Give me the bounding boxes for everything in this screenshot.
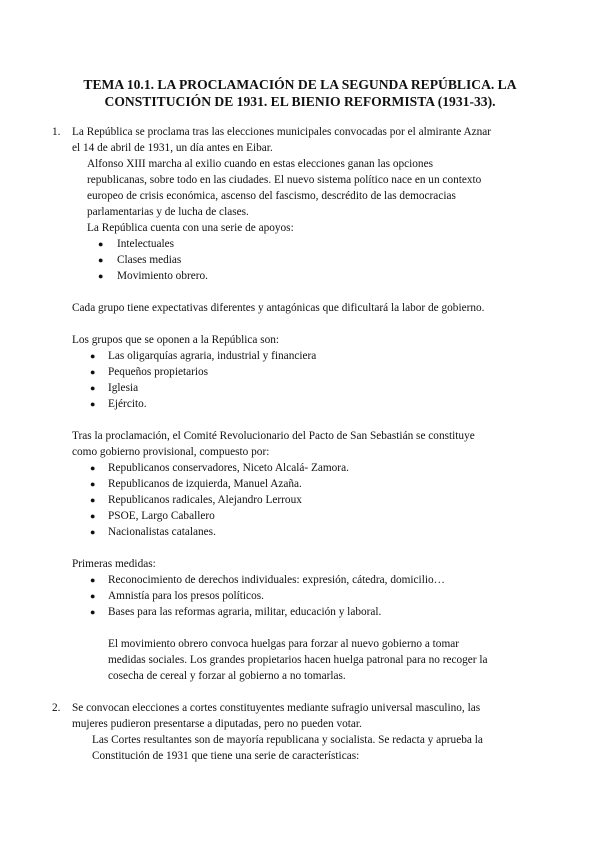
government-item: Republicanos radicales, Alejandro Lerroux: [108, 494, 302, 506]
government-item: PSOE, Largo Caballero: [108, 510, 215, 522]
measure-item: Amnistía para los presos políticos.: [108, 590, 264, 602]
support-item: Movimiento obrero.: [117, 270, 208, 282]
government-item: Nacionalistas catalanes.: [108, 526, 216, 538]
bullet-icon: ●: [90, 463, 96, 473]
bullet-icon: ●: [90, 383, 96, 393]
support-intro: La República cuenta con una serie de apoyos:: [87, 222, 294, 234]
strikes-line-2: medidas sociales. Los grandes propietarios hacen huelga patronal para no recoger la: [108, 654, 488, 666]
measure-item: Bases para las reformas agraria, militar, educación y laboral.: [108, 606, 382, 618]
bullet-icon: ●: [90, 511, 96, 521]
bullet-icon: ●: [98, 239, 104, 249]
title-line-1: TEMA 10.1. LA PROCLAMACIÓN DE LA SEGUNDA REPÚBLICA. LA: [83, 77, 517, 92]
section-1-paragraph-line-4: parlamentarias y de lucha de clases.: [87, 206, 249, 218]
government-intro-line-2: como gobierno provisional, compuesto por:: [72, 446, 270, 458]
section-2-number: 2.: [52, 702, 61, 714]
opponents-intro: Los grupos que se oponen a la República son:: [72, 334, 280, 346]
support-item: Clases medias: [117, 254, 182, 266]
government-item: Republicanos de izquierda, Manuel Azaña.: [108, 478, 302, 490]
support-item: Intelectuales: [117, 238, 175, 250]
section-2-paragraph-line-2: Constitución de 1931 que tiene una serie de características:: [92, 750, 360, 762]
opponent-item: Iglesia: [108, 382, 139, 394]
section-1-intro-line-2: el 14 de abril de 1931, un día antes en Eibar.: [72, 142, 273, 154]
bullet-icon: ●: [90, 479, 96, 489]
section-1-paragraph-line-1: Alfonso XIII marcha al exilio cuando en estas elecciones ganan las opciones: [87, 158, 433, 170]
bullet-icon: ●: [90, 367, 96, 377]
bullet-icon: ●: [90, 607, 96, 617]
strikes-line-1: El movimiento obrero convoca huelgas para forzar al nuevo gobierno a tomar: [108, 638, 460, 650]
section-1-paragraph-line-2: republicanas, sobre todo en las ciudades. El nuevo sistema político nace en un contexto: [87, 174, 482, 186]
expectations-text: Cada grupo tiene expectativas diferentes y antagónicas que dificultará la labor de gobierno.: [72, 302, 485, 314]
title-line-2: CONSTITUCIÓN DE 1931. EL BIENIO REFORMISTA (1931-33).: [104, 94, 496, 109]
section-1-paragraph-line-3: europeo de crisis económica, ascenso del fascismo, descrédito de las democracias: [87, 190, 456, 202]
document-title: [60, 76, 540, 110]
measures-intro: Primeras medidas:: [72, 558, 156, 570]
section-2-intro-line-2: mujeres pudieron presentarse a diputadas, pero no pueden votar.: [72, 718, 362, 730]
section-2-intro-line-1: Se convocan elecciones a cortes constituyentes mediante sufragio universal masculino, las: [72, 702, 481, 714]
section-1-number: 1.: [52, 126, 61, 138]
bullet-icon: ●: [98, 271, 104, 281]
government-intro-line-1: Tras la proclamación, el Comité Revolucionario del Pacto de San Sebastián se constituye: [72, 430, 475, 442]
bullet-icon: ●: [90, 591, 96, 601]
bullet-icon: ●: [90, 575, 96, 585]
bullet-icon: ●: [98, 255, 104, 265]
strikes-line-3: cosecha de cereal y forzar al gobierno a no tomarlas.: [108, 670, 346, 682]
section-2-paragraph-line-1: Las Cortes resultantes son de mayoría republicana y socialista. Se redacta y aprueba la: [92, 734, 483, 746]
measure-item: Reconocimiento de derechos individuales: expresión, cátedra, domicilio…: [108, 574, 445, 586]
bullet-icon: ●: [90, 351, 96, 361]
section-1-intro-line-1: La República se proclama tras las elecciones municipales convocadas por el almirante Aznar: [72, 126, 492, 138]
opponent-item: Ejército.: [108, 398, 147, 410]
opponent-item: Las oligarquías agraria, industrial y financiera: [108, 350, 317, 362]
opponent-item: Pequeños propietarios: [108, 366, 209, 378]
bullet-icon: ●: [90, 495, 96, 505]
bullet-icon: ●: [90, 527, 96, 537]
bullet-icon: ●: [90, 399, 96, 409]
government-item: Republicanos conservadores, Niceto Alcalá- Zamora.: [108, 462, 349, 474]
